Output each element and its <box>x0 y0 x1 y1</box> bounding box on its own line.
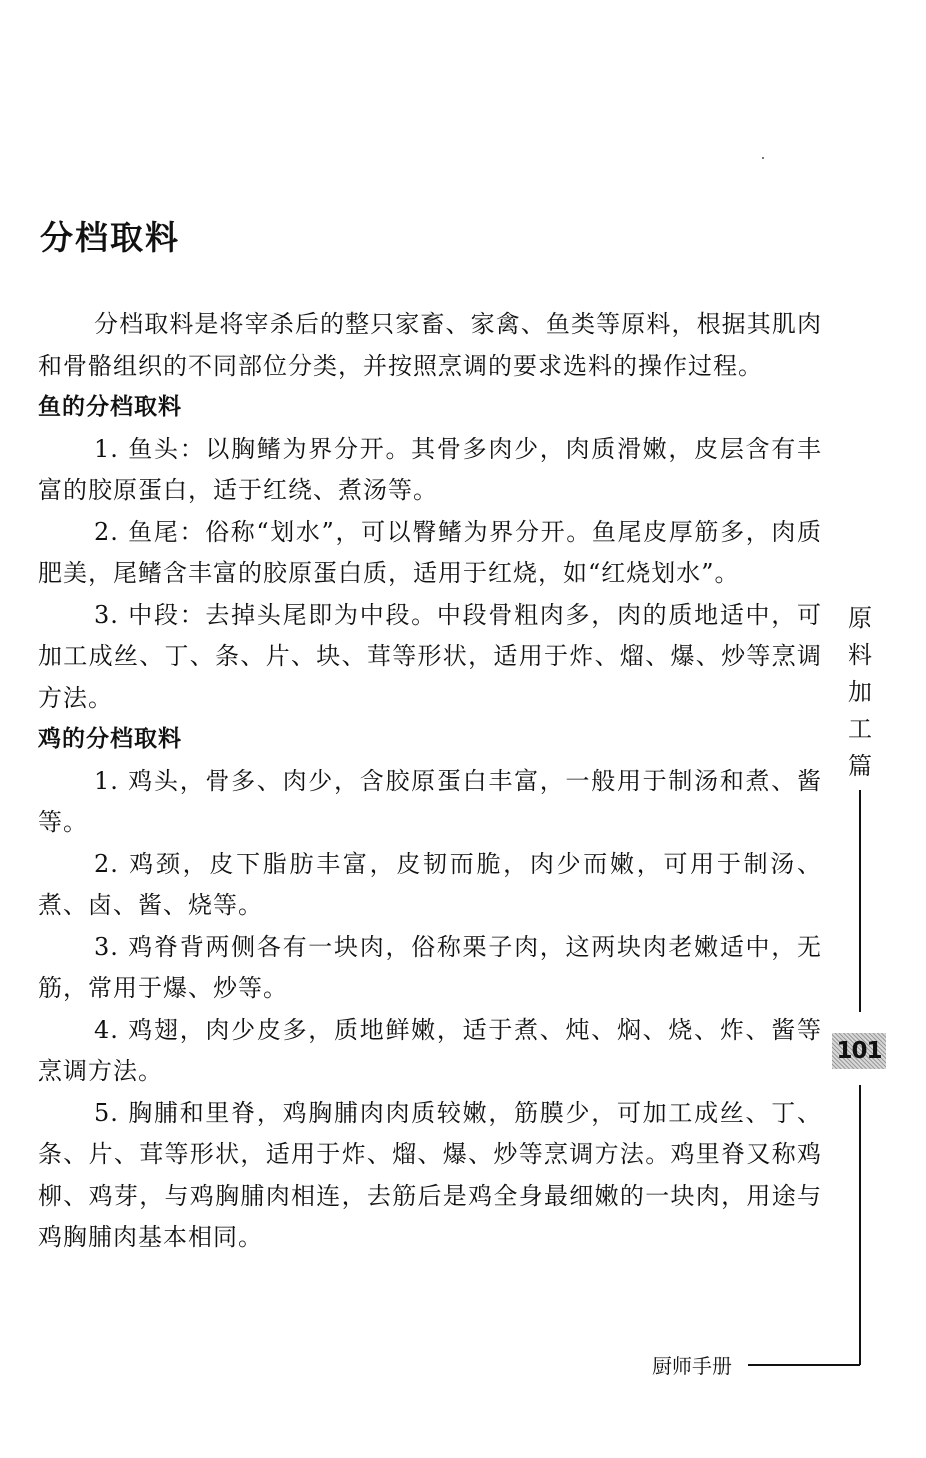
fish-item-head: 1. 鱼头：以胸鳍为界分开。其骨多肉少，肉质滑嫩，皮层含有丰富的胶原蛋白，适于红绕、煮汤等。 <box>38 434 822 504</box>
page-number: 101 <box>832 1033 886 1069</box>
sidebar-char: 料 <box>848 641 872 669</box>
fish-item-middle: 3. 中段：去掉头尾即为中段。中段骨粗肉多，肉的质地适中，可加工成丝、丁、条、片、块、茸等形状，适用于炸、熘、爆、炒等烹调方法。 <box>38 600 822 712</box>
sidebar-char: 加 <box>848 678 872 706</box>
sidebar-char: 篇 <box>848 752 872 780</box>
footer-rule <box>748 1364 860 1366</box>
sidebar-rule-upper <box>859 790 861 1012</box>
footer-book-title: 厨师手册 <box>652 1354 732 1378</box>
chicken-item-head: 1. 鸡头，骨多、肉少，含胶原蛋白丰富，一般用于制汤和煮、酱等。 <box>38 766 822 836</box>
page-title: 分档取料 <box>40 218 180 257</box>
chicken-item-breast: 5. 胸脯和里脊，鸡胸脯肉肉质较嫩，筋膜少，可加工成丝、丁、条、片、茸等形状，适用于炸、熘、爆、炒等烹调方法。鸡里脊又称鸡柳、鸡芽，与鸡胸脯肉相连，去筋后是鸡全身最细嫩的一块肉，用途与鸡胸脯肉基本相同。 <box>38 1098 822 1251</box>
fish-item-tail: 2. 鱼尾：俗称“划水”，可以臀鳍为界分开。鱼尾皮厚筋多，肉质肥美，尾鳍含丰富的胶原蛋白质，适用于红烧，如“红烧划水”。 <box>38 517 822 587</box>
chapter-sidebar-label <box>844 600 876 785</box>
sidebar-rule-lower <box>859 1085 861 1365</box>
main-content <box>38 304 822 1259</box>
section-heading-chicken: 鸡的分档取料 <box>38 726 182 752</box>
chicken-item-wing: 4. 鸡翅，肉少皮多，质地鲜嫩，适于煮、炖、焖、烧、炸、酱等烹调方法。 <box>38 1015 822 1085</box>
scan-speck <box>762 157 764 159</box>
sidebar-char: 原 <box>848 604 872 632</box>
chicken-item-neck: 2. 鸡颈，皮下脂肪丰富，皮韧而脆，肉少而嫩，可用于制汤、煮、卤、酱、烧等。 <box>38 849 822 919</box>
section-heading-fish: 鱼的分档取料 <box>38 394 182 420</box>
sidebar-char: 工 <box>848 715 872 743</box>
chicken-item-back: 3. 鸡脊背两侧各有一块肉，俗称栗子肉，这两块肉老嫩适中，无筋，常用于爆、炒等。 <box>38 932 822 1002</box>
intro-paragraph: 分档取料是将宰杀后的整只家畜、家禽、鱼类等原料，根据其肌肉和骨骼组织的不同部位分类，并按照烹调的要求选料的操作过程。 <box>38 310 822 380</box>
